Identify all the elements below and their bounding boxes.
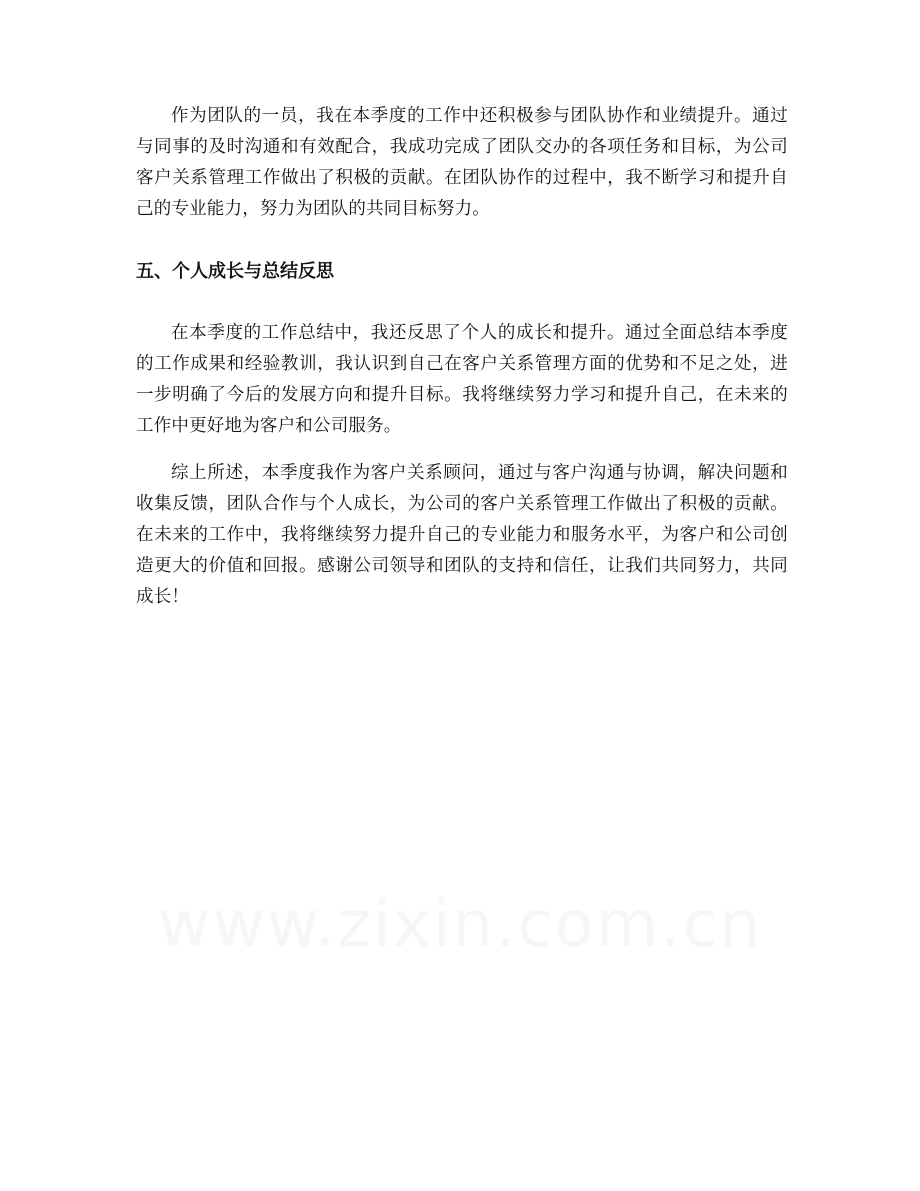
paragraph-team-collaboration: 作为团队的一员，我在本季度的工作中还积极参与团队协作和业绩提升。通过与同事的及时沟通和有效配合，我成功完成了团队交办的各项任务和目标，为公司客户关系管理工作做出了积极的贡献。在团队协作的过程中，我不断学习和提升自己的专业能力，努力为团队的共同目标努力。 [136,106,788,219]
section-heading: 五、个人成长与总结反思 [136,261,334,282]
paragraph-conclusion: 综上所述，本季度我作为客户关系顾问，通过与客户沟通与协调，解决问题和收集反馈，团队合作与个人成长，为公司的客户关系管理工作做出了积极的贡献。在未来的工作中，我将继续努力提升自己的专业能力和服务水平，为客户和公司创造更大的价值和回报。感谢公司领导和团队的支持和信任，让我们共同努力，共同成长！ [136,463,788,607]
document-body [136,101,788,613]
watermark: www.zixin.com.cn [157,888,763,962]
paragraph-personal-growth: 在本季度的工作总结中，我还反思了个人的成长和提升。通过全面总结本季度的工作成果和经验教训，我认识到自己在客户关系管理方面的优势和不足之处，进一步明确了今后的发展方向和提升目标。我将继续努力学习和提升自己，在未来的工作中更好地为客户和公司服务。 [136,323,788,436]
